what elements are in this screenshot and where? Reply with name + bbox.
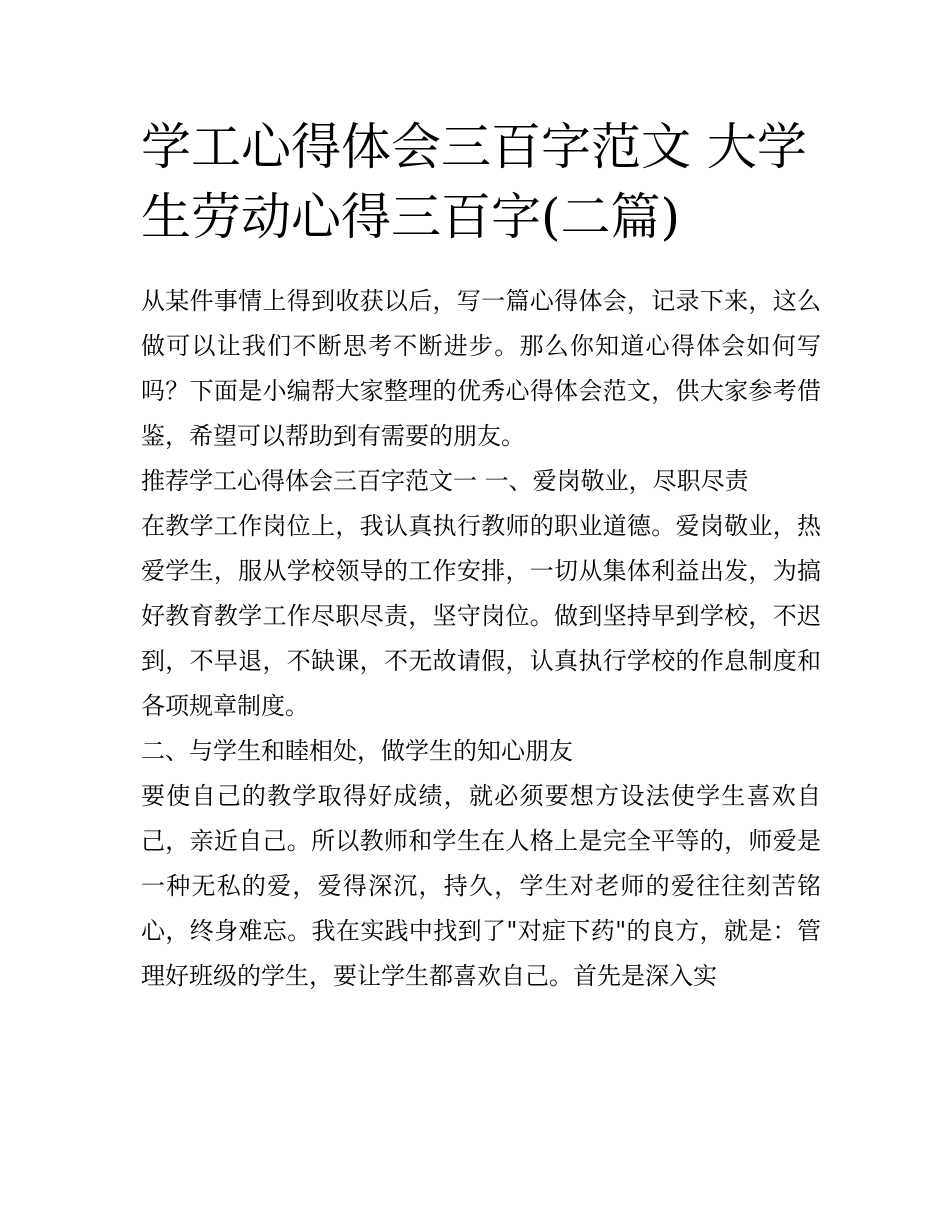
paragraph-heading-2: 二、与学生和睦相处，做学生的知心朋友 xyxy=(141,737,573,765)
document-title: 学工心得体会三百字范文 大学生劳动心得三百字(二篇) xyxy=(141,118,807,246)
paragraph-heading-1: 推荐学工心得体会三百字范文一 一、爱岗敬业，尽职尽责 xyxy=(141,467,749,495)
document-body xyxy=(141,279,821,999)
paragraph-intro: 从某件事情上得到收获以后，写一篇心得体会，记录下来，这么做可以让我们不断思考不断进步。那么你知道心得体会如何写吗？下面是小编帮大家整理的优秀心得体会范文，供大家参考借鉴，希望可以帮助到有需要的朋友。 xyxy=(141,287,821,450)
paragraph-section-2: 要使自己的教学取得好成绩，就必须要想方设法使学生喜欢自己，亲近自己。所以教师和学生在人格上是完全平等的，师爱是一种无私的爱，爱得深沉，持久，学生对老师的爱往往刻苦铭心，终身难忘。我在实践中找到了"对症下药"的良方，就是：管理好班级的学生，要让学生都喜欢自己。首先是深入实 xyxy=(141,782,821,990)
paragraph-section-1: 在教学工作岗位上，我认真执行教师的职业道德。爱岗敬业，热爱学生，服从学校领导的工作安排，一切从集体利益出发，为搞好教育教学工作尽职尽责，坚守岗位。做到坚持早到学校，不迟到，不早退，不缺课，不无故请假，认真执行学校的作息制度和各项规章制度。 xyxy=(141,512,821,720)
